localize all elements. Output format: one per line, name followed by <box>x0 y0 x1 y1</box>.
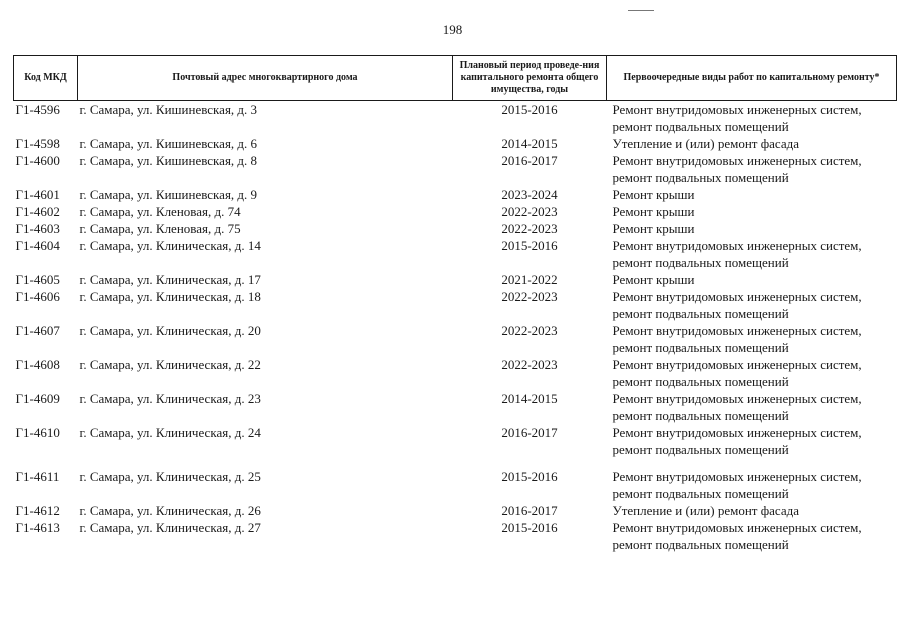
cell-period: 2016-2017 <box>501 425 558 440</box>
works-line: ремонт подвальных помещений <box>612 119 789 134</box>
works-line: Ремонт крыши <box>612 204 695 219</box>
table-row <box>14 203 897 220</box>
cell-period: 2014-2015 <box>501 136 558 151</box>
table-row <box>14 322 897 356</box>
works-line: Ремонт внутридомовых инженерных систем, <box>612 153 862 168</box>
cell-address: г. Самара, ул. Кленовая, д. 75 <box>79 221 241 236</box>
cell-works <box>607 322 897 356</box>
cell-works <box>607 152 897 186</box>
works-line: Утепление и (или) ремонт фасада <box>612 136 799 151</box>
cell-address: г. Самара, ул. Клиническая, д. 17 <box>79 272 261 287</box>
works-line: Ремонт крыши <box>612 272 695 287</box>
cell-works <box>607 390 897 424</box>
cell-code: Г1-4608 <box>15 357 60 372</box>
cell-code: Г1-4610 <box>15 425 60 440</box>
table-body <box>14 101 897 554</box>
works-line: ремонт подвальных помещений <box>612 442 789 457</box>
cell-address: г. Самара, ул. Кишиневская, д. 9 <box>79 187 258 202</box>
cell-works <box>607 288 897 322</box>
works-line: Утепление и (или) ремонт фасада <box>612 503 799 518</box>
works-line: Ремонт внутридомовых инженерных систем, <box>612 469 862 484</box>
cell-period: 2021-2022 <box>501 272 558 287</box>
cell-works <box>607 519 897 553</box>
header-works: Первоочередные виды работ по капитальному ремонту* <box>607 56 897 101</box>
cell-works <box>607 271 897 288</box>
capital-repair-table <box>13 55 897 553</box>
cell-works <box>607 424 897 468</box>
cell-address: г. Самара, ул. Клиническая, д. 26 <box>79 503 261 518</box>
works-line: ремонт подвальных помещений <box>612 374 789 389</box>
cell-code: Г1-4607 <box>15 323 60 338</box>
header-address: Почтовый адрес многоквартирного дома <box>78 56 453 101</box>
cell-code: Г1-4603 <box>15 221 60 236</box>
table-row <box>14 152 897 186</box>
works-line: ремонт подвальных помещений <box>612 537 789 552</box>
cell-code: Г1-4612 <box>15 503 60 518</box>
cell-works <box>607 101 897 136</box>
cell-address: г. Самара, ул. Кишиневская, д. 6 <box>79 136 258 151</box>
cell-address: г. Самара, ул. Клиническая, д. 24 <box>79 425 261 440</box>
cell-address: г. Самара, ул. Клиническая, д. 20 <box>79 323 261 338</box>
table-row <box>14 390 897 424</box>
works-line: Ремонт внутридомовых инженерных систем, <box>612 289 862 304</box>
table-row <box>14 519 897 553</box>
cell-period: 2022-2023 <box>501 289 558 304</box>
cell-address: г. Самара, ул. Клиническая, д. 22 <box>79 357 261 372</box>
cell-period: 2016-2017 <box>501 503 558 518</box>
table-row <box>14 502 897 519</box>
cell-code: Г1-4600 <box>15 153 60 168</box>
table-row <box>14 468 897 502</box>
cell-works <box>607 186 897 203</box>
cell-address: г. Самара, ул. Кишиневская, д. 3 <box>79 102 258 117</box>
works-line: ремонт подвальных помещений <box>612 255 789 270</box>
cell-period: 2015-2016 <box>501 102 558 117</box>
cell-works <box>607 356 897 390</box>
cell-code: Г1-4613 <box>15 520 60 535</box>
table-header <box>14 56 897 101</box>
table-row <box>14 271 897 288</box>
table-row <box>14 356 897 390</box>
cell-works <box>607 468 897 502</box>
header-period: Плановый период проведе-ния капитального ремонта общего имущества, годы <box>453 56 607 101</box>
works-line: ремонт подвальных помещений <box>612 486 789 501</box>
cell-period: 2023-2024 <box>501 187 558 202</box>
cell-code: Г1-4602 <box>15 204 60 219</box>
cell-works <box>607 135 897 152</box>
works-line: ремонт подвальных помещений <box>612 408 789 423</box>
cell-code: Г1-4611 <box>15 469 60 484</box>
cell-period: 2014-2015 <box>501 391 558 406</box>
cell-code: Г1-4609 <box>15 391 60 406</box>
works-line: Ремонт внутридомовых инженерных систем, <box>612 391 862 406</box>
page-number: 198 <box>442 22 463 37</box>
table-row <box>14 237 897 271</box>
table-row <box>14 288 897 322</box>
cell-period: 2022-2023 <box>501 323 558 338</box>
cell-period: 2022-2023 <box>501 357 558 372</box>
works-line: Ремонт внутридомовых инженерных систем, <box>612 238 862 253</box>
works-line: Ремонт внутридомовых инженерных систем, <box>612 425 862 440</box>
cell-address: г. Самара, ул. Кленовая, д. 74 <box>79 204 241 219</box>
cell-works <box>607 502 897 519</box>
cell-code: Г1-4604 <box>15 238 60 253</box>
cell-period: 2015-2016 <box>501 469 558 484</box>
cell-code: Г1-4601 <box>15 187 60 202</box>
works-line: Ремонт внутридомовых инженерных систем, <box>612 357 862 372</box>
cell-address: г. Самара, ул. Клиническая, д. 27 <box>79 520 261 535</box>
scan-artifact-line <box>628 10 654 11</box>
works-line: Ремонт внутридомовых инженерных систем, <box>612 323 862 338</box>
cell-works <box>607 237 897 271</box>
cell-period: 2015-2016 <box>501 238 558 253</box>
cell-period: 2022-2023 <box>501 204 558 219</box>
cell-address: г. Самара, ул. Клиническая, д. 25 <box>79 469 261 484</box>
cell-period: 2022-2023 <box>501 221 558 236</box>
works-line: Ремонт крыши <box>612 187 695 202</box>
table-row <box>14 220 897 237</box>
works-line: Ремонт внутридомовых инженерных систем, <box>612 520 862 535</box>
table-row <box>14 135 897 152</box>
cell-code: Г1-4596 <box>15 102 60 117</box>
table-row <box>14 424 897 468</box>
cell-works <box>607 203 897 220</box>
works-line: Ремонт крыши <box>612 221 695 236</box>
cell-code: Г1-4606 <box>15 289 60 304</box>
cell-address: г. Самара, ул. Клиническая, д. 18 <box>79 289 261 304</box>
cell-period: 2016-2017 <box>501 153 558 168</box>
cell-period: 2015-2016 <box>501 520 558 535</box>
cell-works <box>607 220 897 237</box>
works-line: ремонт подвальных помещений <box>612 340 789 355</box>
works-line: ремонт подвальных помещений <box>612 170 789 185</box>
cell-address: г. Самара, ул. Клиническая, д. 14 <box>79 238 261 253</box>
table-row <box>14 186 897 203</box>
works-line: Ремонт внутридомовых инженерных систем, <box>612 102 862 117</box>
works-line: ремонт подвальных помещений <box>612 306 789 321</box>
cell-code: Г1-4598 <box>15 136 60 151</box>
cell-address: г. Самара, ул. Кишиневская, д. 8 <box>79 153 258 168</box>
table-row <box>14 101 897 136</box>
cell-code: Г1-4605 <box>15 272 60 287</box>
cell-address: г. Самара, ул. Клиническая, д. 23 <box>79 391 261 406</box>
header-code: Код МКД <box>14 56 78 101</box>
